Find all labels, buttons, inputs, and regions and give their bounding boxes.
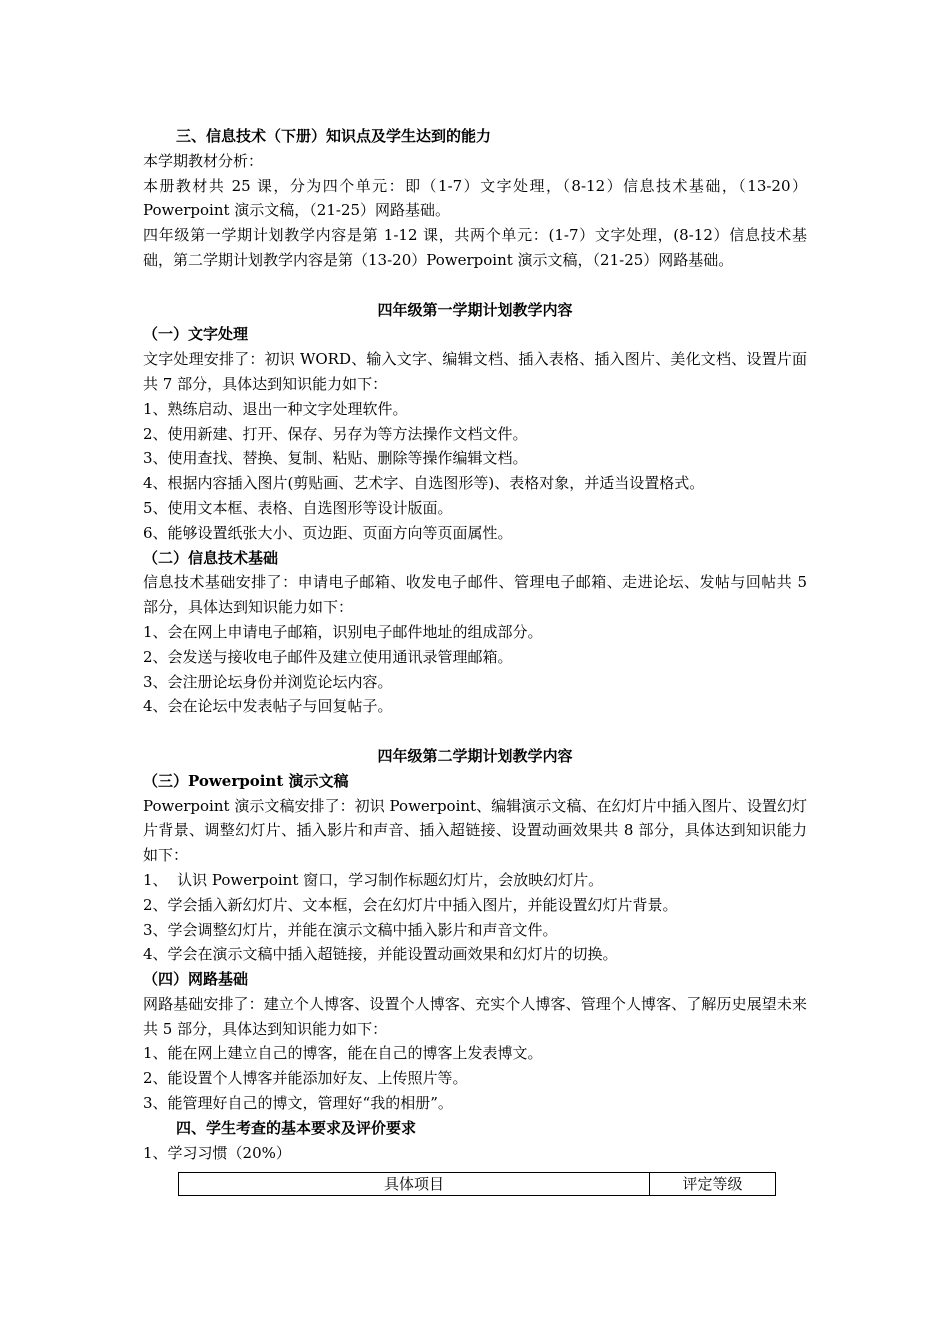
list-item: 1、熟练启动、退出一种文字处理软件。 [143, 399, 408, 418]
list-item: 5、使用文本框、表格、自选图形等设计版面。 [143, 498, 453, 517]
paragraph: 四年级第一学期计划教学内容是第 1-12 课，共两个单元：(1-7）文字处理，(8-12）信息技术基础，第二学期计划教学内容是第（13-20）Powerpoint 演示文稿，（21-25）网路基础。 [143, 226, 807, 269]
term2-title: 四年级第二学期计划教学内容 [377, 746, 573, 765]
part3-heading: （三）Powerpoint 演示文稿 [143, 771, 349, 790]
part2-heading: （二）信息技术基础 [143, 548, 279, 567]
list-item: 3、会注册论坛身份并浏览论坛内容。 [143, 672, 393, 691]
part4-intro: 网路基础安排了：建立个人博客、设置个人博客、充实个人博客、管理个人博客、了解历史展望未来共 5 部分，具体达到知识能力如下： [143, 994, 807, 1038]
part3-intro: Powerpoint 演示文稿安排了：初识 Powerpoint、编辑演示文稿、在幻灯片中插入图片、设置幻灯片背景、调整幻灯片、插入影片和声音、插入超链接、设置动画效果共 8 部分，具体达到知识能力如下： [143, 796, 807, 865]
paragraph: 本学期教材分析： [143, 151, 264, 170]
part2-intro: 信息技术基础安排了：申请电子邮箱、收发电子邮件、管理电子邮箱、走进论坛、发帖与回帖共 5 部分，具体达到知识能力如下： [143, 573, 807, 617]
list-item: 2、学会插入新幻灯片、文本框，会在幻灯片中插入图片，并能设置幻灯片背景。 [143, 895, 678, 914]
list-item: 2、使用新建、打开、保存、另存为等方法操作文档文件。 [143, 424, 528, 443]
list-item: 2、能设置个人博客并能添加好友、上传照片等。 [143, 1069, 468, 1088]
subheading: 1、学习习惯（20%） [143, 1143, 291, 1162]
section-4-heading: 四、学生考查的基本要求及评价要求 [176, 1118, 417, 1137]
paragraph: 本册教材共 25 课，分为四个单元：即（1-7）文字处理，（8-12）信息技术基础，（13-20）Powerpoint 演示文稿，（21-25）网路基础。 [143, 176, 807, 220]
list-item: 4、会在论坛中发表帖子与回复帖子。 [143, 697, 393, 716]
list-item: 1、会在网上申请电子邮箱，识别电子邮件地址的组成部分。 [143, 622, 543, 641]
part1-heading: （一）文字处理 [143, 325, 249, 344]
section-3-heading: 三、信息技术（下册）知识点及学生达到的能力 [176, 127, 492, 145]
list-item: 1、 认识 Powerpoint 窗口，学习制作标题幻灯片，会放映幻灯片。 [143, 870, 604, 889]
list-item: 1、能在网上建立自己的博客，能在自己的博客上发表博文。 [143, 1044, 543, 1063]
list-item: 4、学会在演示文稿中插入超链接，并能设置动画效果和幻灯片的切换。 [143, 945, 618, 964]
list-item: 6、能够设置纸张大小、页边距、页面方向等页面属性。 [143, 523, 513, 542]
part1-intro: 文字处理安排了：初识 WORD、输入文字、编辑文档、插入表格、插入图片、美化文档、设置片面共 7 部分，具体达到知识能力如下： [143, 350, 807, 393]
term1-title: 四年级第一学期计划教学内容 [377, 300, 573, 319]
list-item: 2、会发送与接收电子邮件及建立使用通讯录管理邮箱。 [143, 647, 513, 666]
part4-heading: （四）网路基础 [143, 970, 249, 989]
document-body [143, 124, 807, 1165]
table-header-cell: 评定等级 [650, 1173, 776, 1196]
evaluation-table [178, 1172, 776, 1196]
table-header-cell: 具体项目 [179, 1173, 650, 1196]
list-item: 3、能管理好自己的博文，管理好“我的相册”。 [143, 1094, 453, 1113]
list-item: 3、使用查找、替换、复制、粘贴、删除等操作编辑文档。 [143, 449, 528, 468]
table-row [179, 1173, 776, 1196]
list-item: 4、根据内容插入图片(剪贴画、艺术字、自选图形等)、表格对象，并适当设置格式。 [143, 474, 705, 493]
list-item: 3、学会调整幻灯片，并能在演示文稿中插入影片和声音文件。 [143, 920, 558, 939]
